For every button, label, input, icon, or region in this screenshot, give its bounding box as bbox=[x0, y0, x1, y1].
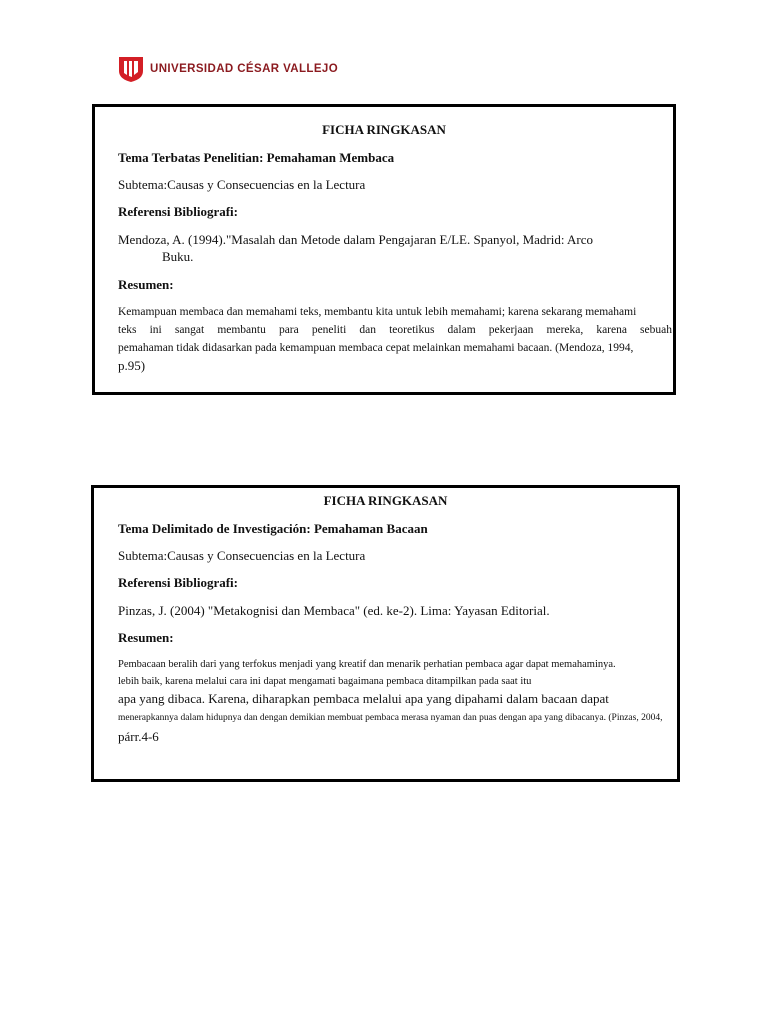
summary-card-2 bbox=[91, 485, 680, 782]
card-resumen-label: Resumen: bbox=[118, 630, 174, 645]
summary-card-1 bbox=[92, 104, 676, 395]
card-body-line: Kemampuan membaca dan memahami teks, membantu kita untuk lebih memahami; karena sekarang memahami bbox=[118, 306, 637, 318]
card-tema: Tema Terbatas Penelitian: Pemahaman Membaca bbox=[118, 150, 395, 165]
card-body-line: pemahaman tidak didasarkan pada kemampuan membaca cepat melainkan memahami bacaan. (Mendoza, 1994, bbox=[118, 342, 634, 354]
card-subtema: Subtema:Causas y Consecuencias en la Lectura bbox=[118, 548, 366, 563]
card-subtema: Subtema:Causas y Consecuencias en la Lectura bbox=[118, 177, 366, 192]
card-reference-label: Referensi Bibliografi: bbox=[118, 204, 238, 219]
card-body-line: párr.4-6 bbox=[118, 729, 159, 744]
card-resumen-label: Resumen: bbox=[118, 277, 174, 292]
card-title: FICHA RINGKASAN bbox=[322, 122, 446, 137]
card-body-line: Pembacaan beralih dari yang terfokus menjadi yang kreatif dan menarik perhatian pembaca agar dapat memahaminya. bbox=[118, 659, 616, 670]
card-body-line: lebih baik, karena melalui cara ini dapat mengamati bagaimana pembaca ditampilkan pada saat itu bbox=[118, 676, 532, 687]
university-name: UNIVERSIDAD CÉSAR VALLEJO bbox=[150, 63, 339, 75]
card-body-line: apa yang dibaca. Karena, diharapkan pembaca melalui apa yang dipahami dalam bacaan dapat bbox=[118, 691, 609, 706]
card-reference-line: Buku. bbox=[162, 249, 194, 264]
card-tema: Tema Delimitado de Investigación: Pemahaman Bacaan bbox=[118, 521, 428, 536]
card-title: FICHA RINGKASAN bbox=[323, 493, 448, 508]
card-body-line: teks ini sangat membantu para peneliti dan teoretikus dalam pekerjaan mereka, karena sebuah bbox=[118, 324, 672, 336]
university-shield-icon bbox=[118, 55, 144, 83]
card-reference-label: Referensi Bibliografi: bbox=[118, 575, 238, 590]
card-reference-line: Pinzas, J. (2004) "Metakognisi dan Membaca" (ed. ke-2). Lima: Yayasan Editorial. bbox=[118, 603, 550, 618]
card-reference-line: Mendoza, A. (1994)."Masalah dan Metode dalam Pengajaran E/LE. Spanyol, Madrid: Arco bbox=[118, 232, 593, 247]
card-body-line: menerapkannya dalam hidupnya dan dengan demikian membuat pembaca merasa nyaman dan puas dengan apa yang dibacanya. (Pinzas, 2004, bbox=[118, 713, 663, 723]
university-logo bbox=[118, 55, 338, 83]
card-body-line: p.95) bbox=[118, 358, 146, 373]
